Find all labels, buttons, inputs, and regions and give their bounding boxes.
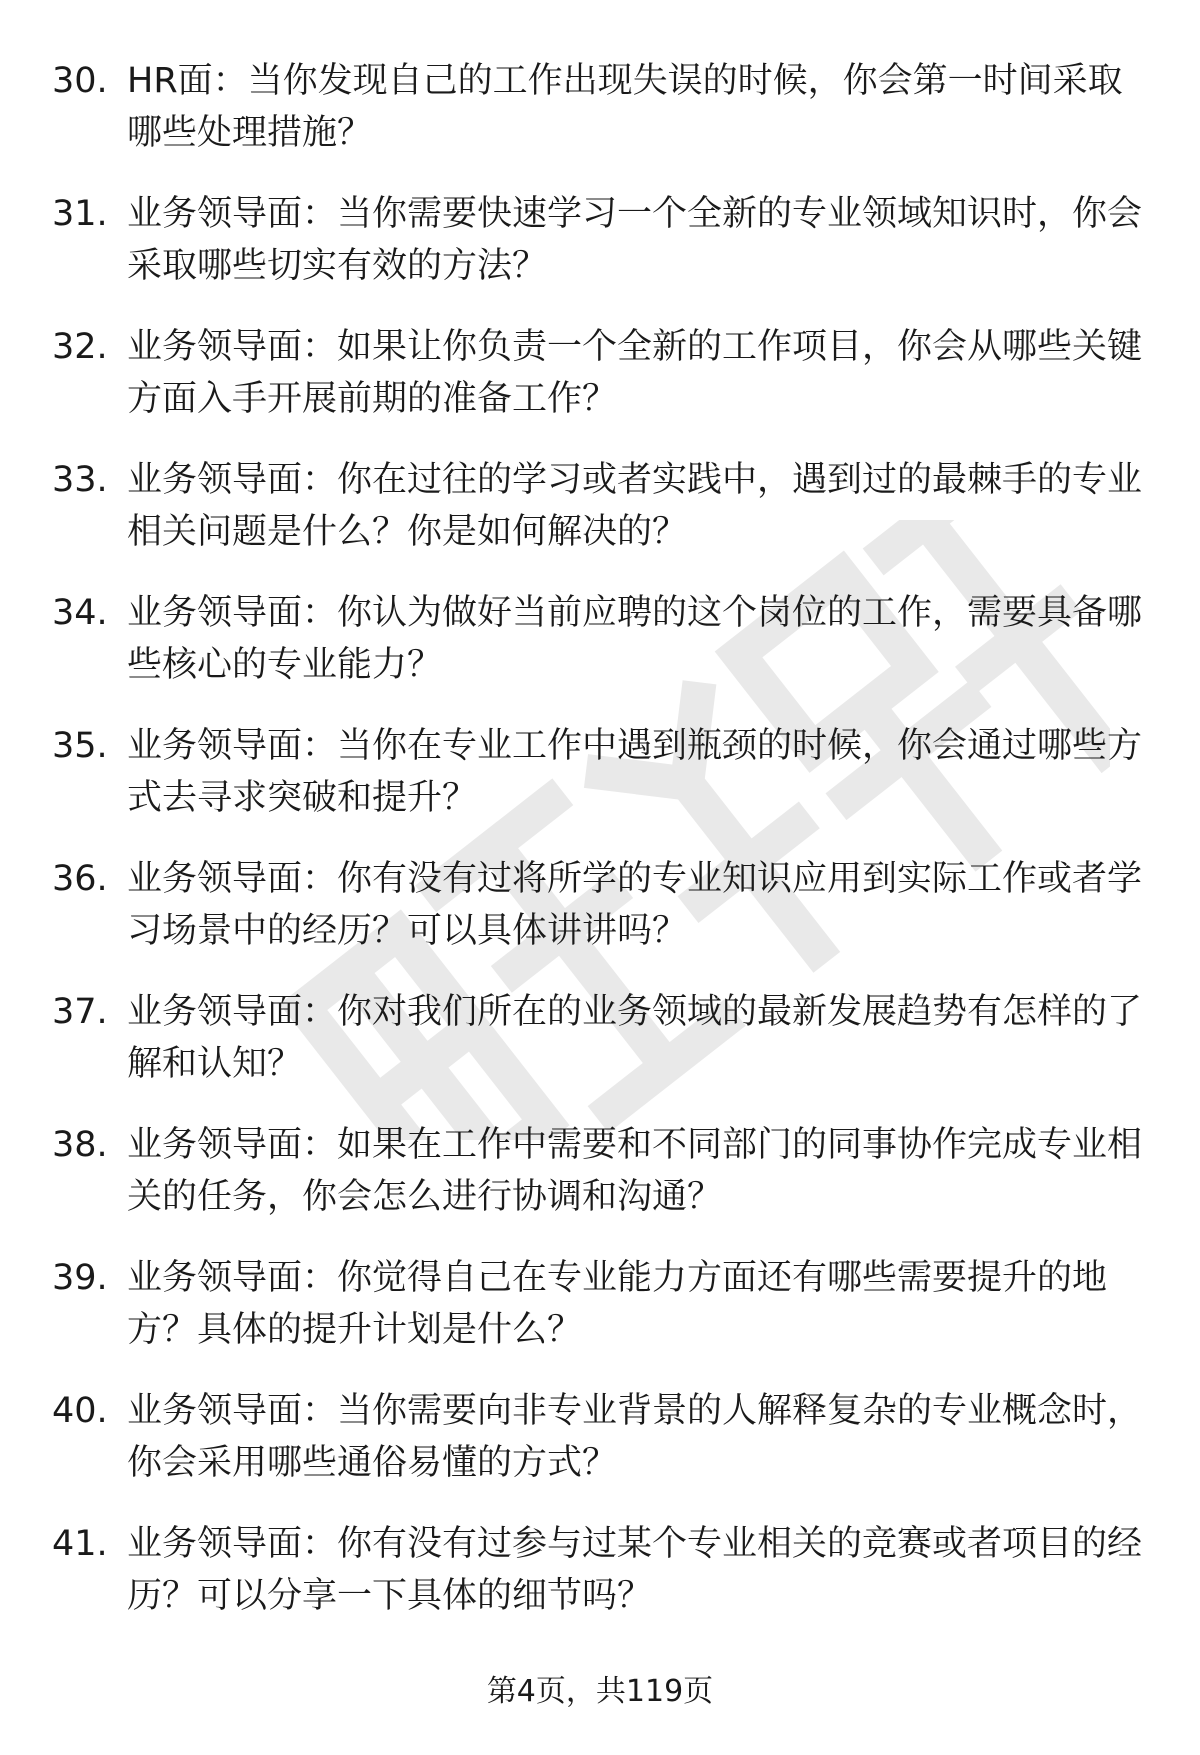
question-item xyxy=(52,55,1157,188)
question-number: 30. xyxy=(52,61,108,101)
question-item xyxy=(52,1518,1157,1651)
question-text: 业务领导面：当你需要向非专业背景的人解释复杂的专业概念时，你会采用哪些通俗易懂的方式？ xyxy=(127,1391,1143,1483)
question-number: 41. xyxy=(52,1524,108,1564)
question-number: 36. xyxy=(52,859,108,899)
question-item xyxy=(52,1385,1157,1518)
question-text: 业务领导面：你有没有过将所学的专业知识应用到实际工作或者学习场景中的经历？可以具体讲讲吗？ xyxy=(127,859,1143,951)
question-item xyxy=(52,720,1157,853)
question-text: 业务领导面：当你需要快速学习一个全新的专业领域知识时，你会采取哪些切实有效的方法？ xyxy=(127,194,1143,286)
question-list xyxy=(52,55,1157,1651)
question-number: 40. xyxy=(52,1391,108,1431)
question-item xyxy=(52,1119,1157,1252)
question-number: 37. xyxy=(52,992,108,1032)
question-number: 32. xyxy=(52,327,108,367)
question-number: 35. xyxy=(52,726,108,766)
question-text: 业务领导面：你有没有过参与过某个专业相关的竞赛或者项目的经历？可以分享一下具体的细节吗？ xyxy=(127,1524,1143,1616)
question-text: 业务领导面：当你在专业工作中遇到瓶颈的时候，你会通过哪些方式去寻求突破和提升？ xyxy=(127,726,1143,818)
question-item xyxy=(52,986,1157,1119)
question-number: 39. xyxy=(52,1258,108,1298)
question-text: 业务领导面：你在过往的学习或者实践中，遇到过的最棘手的专业相关问题是什么？你是如何解决的？ xyxy=(127,460,1143,552)
question-text: 业务领导面：如果让你负责一个全新的工作项目，你会从哪些关键方面入手开展前期的准备工作？ xyxy=(127,327,1143,419)
question-number: 33. xyxy=(52,460,108,500)
question-item xyxy=(52,188,1157,321)
question-item xyxy=(52,853,1157,986)
question-text: 业务领导面：你认为做好当前应聘的这个岗位的工作，需要具备哪些核心的专业能力？ xyxy=(127,593,1143,685)
page-number-label: 第4页，共119页 xyxy=(486,1674,714,1709)
question-item xyxy=(52,1252,1157,1385)
question-text: HR面：当你发现自己的工作出现失误的时候，你会第一时间采取哪些处理措施？ xyxy=(127,61,1123,153)
question-item xyxy=(52,587,1157,720)
question-number: 34. xyxy=(52,593,108,633)
page-footer xyxy=(0,1672,1200,1712)
question-item xyxy=(52,321,1157,454)
question-text: 业务领导面：如果在工作中需要和不同部门的同事协作完成专业相关的任务，你会怎么进行协调和沟通？ xyxy=(127,1125,1143,1217)
question-text: 业务领导面：你觉得自己在专业能力方面还有哪些需要提升的地方？具体的提升计划是什么？ xyxy=(127,1258,1108,1350)
question-number: 31. xyxy=(52,194,108,234)
question-number: 38. xyxy=(52,1125,108,1165)
question-item xyxy=(52,454,1157,587)
question-text: 业务领导面：你对我们所在的业务领域的最新发展趋势有怎样的了解和认知？ xyxy=(127,992,1143,1084)
